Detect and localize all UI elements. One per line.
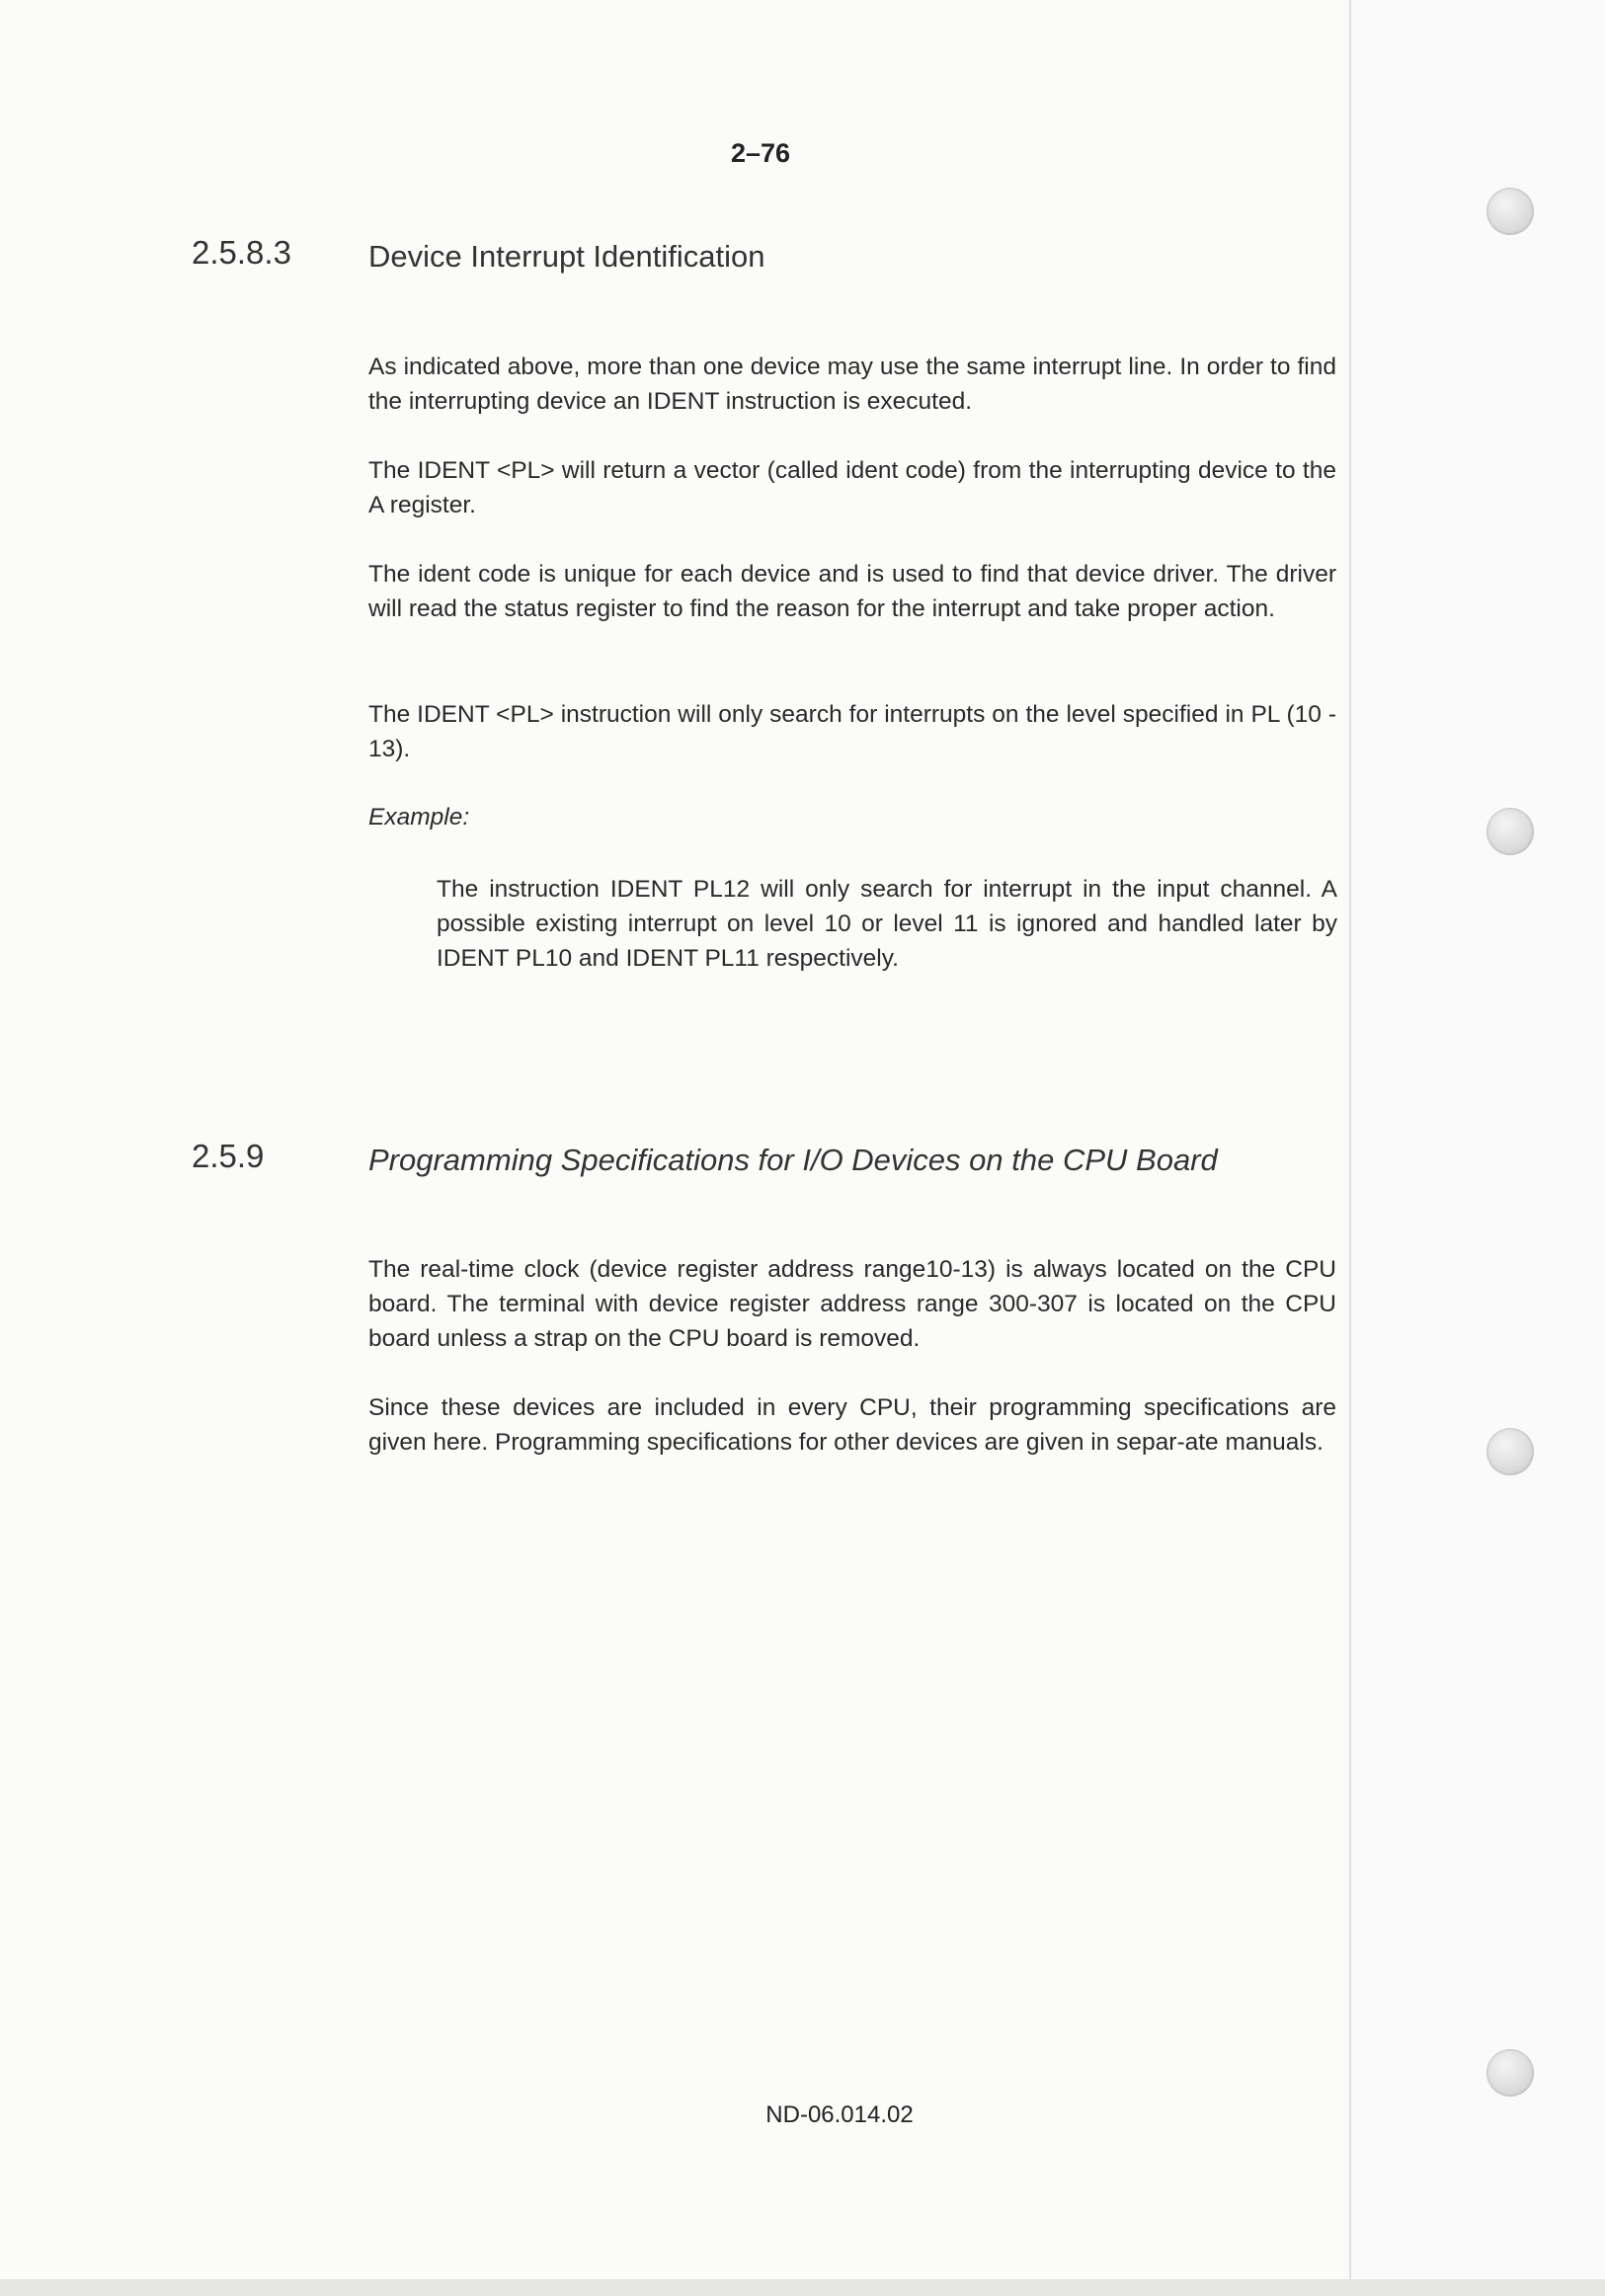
punch-hole-icon bbox=[1486, 808, 1534, 855]
paragraph: The ident code is unique for each device and is used to find that device driver. The driver will read the status register to find the reason for the interrupt and take proper action. bbox=[368, 561, 1336, 622]
punch-hole-icon bbox=[1486, 188, 1534, 235]
paragraph: The IDENT <PL> instruction will only search for interrupts on the level specified in PL (10 - 13). bbox=[368, 701, 1336, 762]
punch-hole-icon bbox=[1486, 2049, 1534, 2097]
page-bottom-edge bbox=[0, 2279, 1605, 2296]
example-text: The instruction IDENT PL12 will only search for interrupt in the input channel. A possible existing interrupt on level 10 or level 11 is ignored and handled later by IDENT PL10 and IDENT PL11 respectively. bbox=[437, 876, 1337, 972]
example-label: Example: bbox=[368, 804, 470, 831]
paragraph: The IDENT <PL> will return a vector (called ident code) from the interrupting device to the A register. bbox=[368, 457, 1336, 518]
page-number: 2–76 bbox=[730, 138, 791, 168]
binder-margin bbox=[1349, 0, 1605, 2296]
section-title: Programming Specifications for I/O Devices on the CPU Board bbox=[368, 1143, 1218, 1177]
paragraph: Since these devices are included in every CPU, their programming specifications are given here. Programming specifications for other devices are given in separ-ate manuals. bbox=[368, 1394, 1336, 1456]
section-title: Device Interrupt Identification bbox=[368, 239, 765, 274]
document-id: ND-06.014.02 bbox=[765, 2101, 914, 2128]
section-number: 2.5.9 bbox=[192, 1138, 265, 1174]
paragraph: As indicated above, more than one device may use the same interrupt line. In order to find the interrupting device an IDENT instruction is executed. bbox=[368, 354, 1336, 415]
paragraph: The real-time clock (device register address range10-13) is always located on the CPU board. The terminal with device register address range 300-307 is located on the CPU board unless a strap on the CPU board is removed. bbox=[368, 1256, 1336, 1352]
punch-hole-icon bbox=[1486, 1428, 1534, 1475]
section-number: 2.5.8.3 bbox=[192, 234, 291, 271]
